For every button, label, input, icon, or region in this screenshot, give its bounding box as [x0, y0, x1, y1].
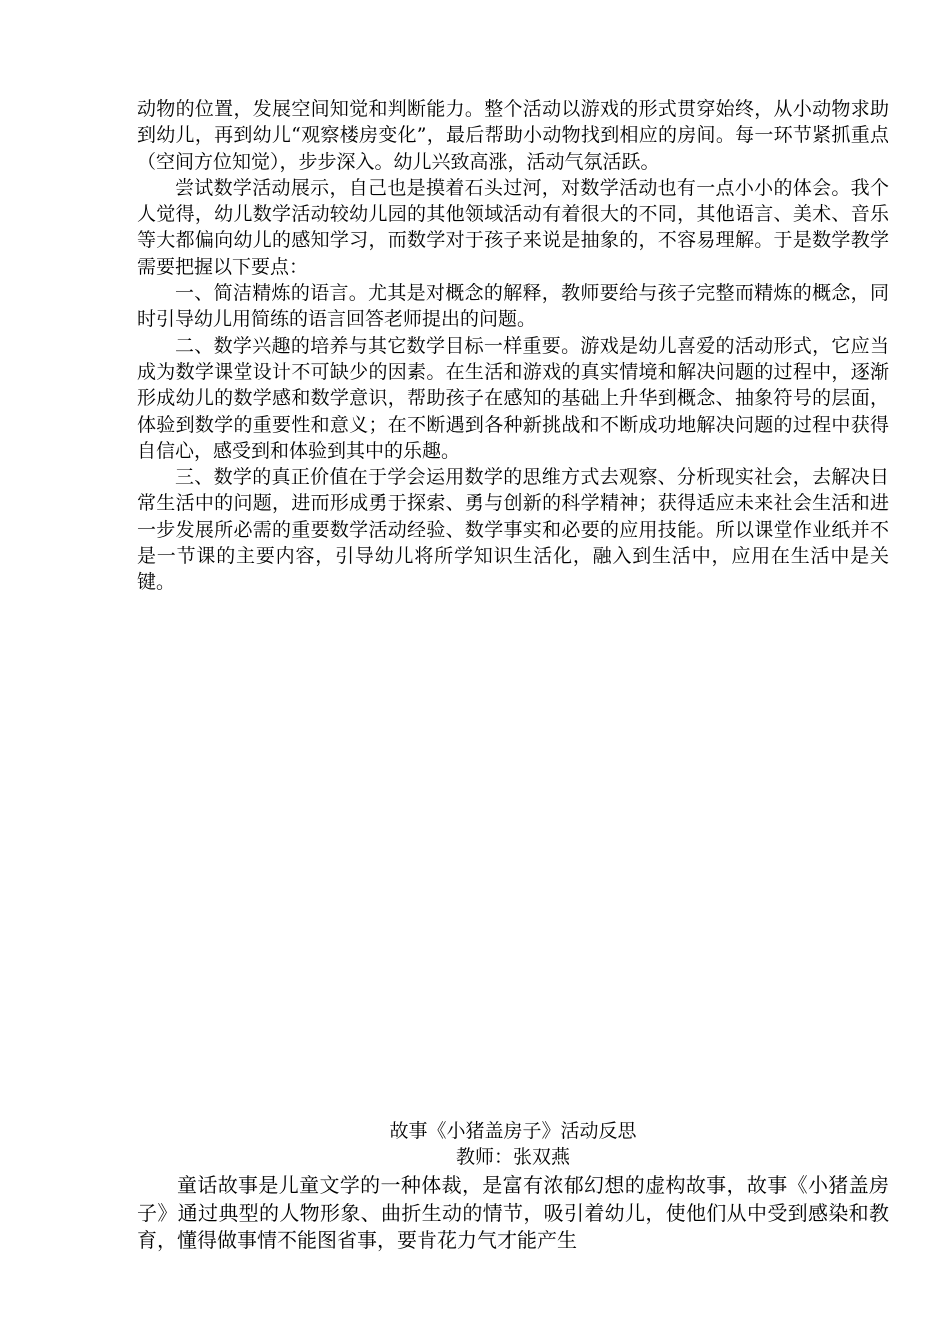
- paragraph-continuation: 动物的位置，发展空间知觉和判断能力。整个活动以游戏的形式贯穿始终，从小动物求助到幼儿，再到幼儿“观察楼房变化”，最后帮助小动物找到相应的房间。每一环节紧抓重点（空间方位知觉），步步深入。幼儿兴致高涨，活动气氛活跃。: [137, 98, 889, 173]
- paragraph-experience: 尝试数学活动展示，自己也是摸着石头过河，对数学活动也有一点小小的体会。我个人觉得，幼儿数学活动较幼儿园的其他领域活动有着很大的不同，其他语言、美术、音乐等大都偏向幼儿的感知学习，而数学对于孩子来说是抽象的，不容易理解。于是数学教学需要把握以下要点：: [137, 176, 889, 278]
- story-title: 故事《小猪盖房子》活动反思: [389, 1120, 637, 1142]
- math-reflection-text: [137, 96, 889, 596]
- paragraph-point-three: 三、数学的真正价值在于学会运用数学的思维方式去观察、分析现实社会，去解决日常生活中的问题，进而形成勇于探索、勇与创新的科学精神；获得适应未来社会生活和进一步发展所必需的重要数学活动经验、数学事实和必要的应用技能。所以课堂作业纸并不是一节课的主要内容，引导幼儿将所学知识生活化，融入到生活中，应用在生活中是关键。: [137, 466, 889, 594]
- story-author: 教师：张双燕: [455, 1146, 570, 1168]
- paragraph-point-two: 二、数学兴趣的培养与其它数学目标一样重要。游戏是幼儿喜爱的活动形式，它应当成为数学课堂设计不可缺少的因素。在生活和游戏的真实情境和解决问题的过程中，逐渐形成幼儿的数学感和数学意识，帮助孩子在感知的基础上升华到概念、抽象符号的层面，体验到数学的重要性和意义；在不断遇到各种新挑战和不断成功地解决问题的过程中获得自信心，感受到和体验到其中的乐趣。: [137, 334, 889, 462]
- story-body-paragraph: 童话故事是儿童文学的一种体裁，是富有浓郁幻想的虚构故事，故事《小猪盖房子》通过典型的人物形象、曲折生动的情节，吸引着幼儿，使他们从中受到感染和教育，懂得做事情不能图省事，要肯花力气才能产生: [137, 1173, 889, 1252]
- story-reflection-section: [137, 1118, 889, 1255]
- paragraph-point-one: 一、简洁精炼的语言。尤其是对概念的解释，教师要给与孩子完整而精炼的概念，同时引导幼儿用简练的语言回答老师提出的问题。: [137, 282, 889, 331]
